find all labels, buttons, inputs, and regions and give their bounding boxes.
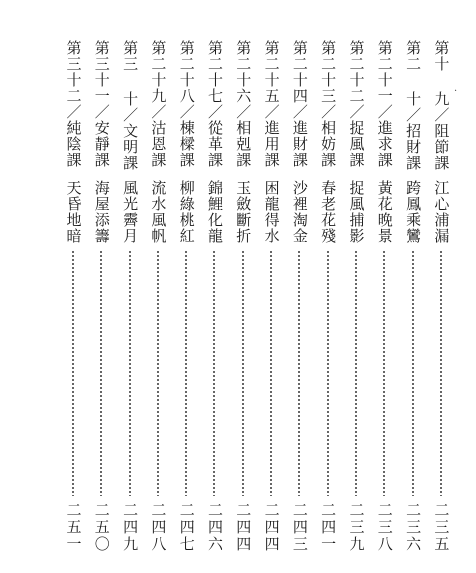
chapter-subtitle: 困龍得水 — [262, 180, 281, 244]
dot-leader — [440, 250, 442, 496]
chapter-subtitle: 流水風帆 — [149, 180, 168, 244]
chapter-title: 第二十一／進求課 — [375, 40, 394, 168]
chapter-subtitle: 春老花殘 — [319, 180, 338, 244]
toc-entry — [62, 40, 84, 553]
page-number: 二五〇 — [92, 502, 111, 553]
chapter-title: 第二 十／招財課 — [404, 40, 423, 171]
page-number: 二四一 — [319, 502, 338, 553]
page-number: 二四九 — [121, 502, 140, 553]
toc-entry — [203, 40, 225, 553]
dot-leader — [129, 250, 131, 496]
chapter-title: 第二十三／相妨課 — [319, 40, 338, 168]
dot-leader — [213, 250, 215, 496]
dot-leader — [412, 250, 414, 496]
margin-mark: · — [454, 86, 458, 97]
chapter-title: 第二十八／棟樑課 — [177, 40, 196, 168]
page-number: 二三八 — [375, 502, 394, 553]
dot-leader — [327, 250, 329, 496]
toc-entry — [345, 40, 367, 553]
chapter-subtitle: 風光霽月 — [121, 180, 140, 244]
dot-leader — [185, 250, 187, 496]
chapter-subtitle: 跨鳳乘鸞 — [404, 180, 423, 244]
table-of-contents — [62, 40, 452, 553]
chapter-title: 第三十二／純陰課 — [64, 40, 83, 168]
dot-leader — [100, 250, 102, 496]
toc-entry — [288, 40, 310, 553]
chapter-title: 第二十七／從革課 — [205, 40, 224, 168]
toc-entry — [119, 40, 141, 553]
chapter-title: 第二十五／進用課 — [262, 40, 281, 168]
page-number: 二四三 — [290, 502, 309, 553]
toc-entry — [430, 40, 452, 553]
chapter-title: 第二十九／沽恩課 — [149, 40, 168, 168]
dot-leader — [355, 250, 357, 496]
toc-entry — [175, 40, 197, 553]
page-number: 二五一 — [64, 502, 83, 553]
page-number: 二三五 — [432, 502, 451, 553]
page-number: 二四八 — [149, 502, 168, 553]
dot-leader — [270, 250, 272, 496]
dot-leader — [383, 250, 385, 496]
toc-entry — [373, 40, 395, 553]
dot-leader — [157, 250, 159, 496]
toc-entry — [260, 40, 282, 553]
chapter-title: 第三 十／文明課 — [121, 40, 140, 171]
chapter-subtitle: 天昏地暗 — [64, 180, 83, 244]
page-number: 二四七 — [177, 502, 196, 553]
chapter-title: 第三十一／安靜課 — [92, 40, 111, 168]
chapter-subtitle: 海屋添籌 — [92, 180, 111, 244]
page-number: 二三六 — [404, 502, 423, 553]
chapter-subtitle: 沙裡淘金 — [290, 180, 309, 244]
chapter-subtitle: 柳綠桃紅 — [177, 180, 196, 244]
page-number: 二四四 — [262, 502, 281, 553]
chapter-subtitle: 錦鯉化龍 — [205, 180, 224, 244]
chapter-title: 第二十六／相剋課 — [234, 40, 253, 168]
dot-leader — [242, 250, 244, 496]
chapter-title: 第二十二／捉風課 — [347, 40, 366, 168]
page-number: 二三九 — [347, 502, 366, 553]
toc-entry — [317, 40, 339, 553]
page-number: 二四四 — [234, 502, 253, 553]
chapter-subtitle: 捉風捕影 — [347, 180, 366, 244]
toc-entry — [147, 40, 169, 553]
dot-leader — [72, 250, 74, 496]
toc-entry — [402, 40, 424, 553]
toc-entry — [90, 40, 112, 553]
chapter-subtitle: 黃花晚景 — [375, 180, 394, 244]
page-number: 二四六 — [205, 502, 224, 553]
chapter-title: 第二十四／進財課 — [290, 40, 309, 168]
chapter-subtitle: 江心浦漏 — [432, 180, 451, 244]
chapter-subtitle: 玉斂斷折 — [234, 180, 253, 244]
chapter-title: 第十 九／阻節課 — [432, 40, 451, 171]
toc-entry — [232, 40, 254, 553]
dot-leader — [298, 250, 300, 496]
